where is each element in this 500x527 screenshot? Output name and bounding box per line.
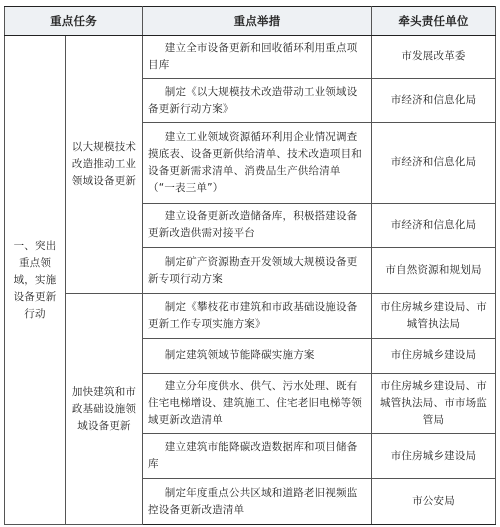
measure-text: 制定《攀枝花市建筑和市政基础设施设备更新工作专项实施方案》 <box>148 300 358 330</box>
unit-cell: 市经济和信息化局 <box>372 123 496 203</box>
sub-task-cell: 以大规模技术改造推动工业领域设备更新 <box>66 36 143 294</box>
sub-task-cell: 加快建筑和市政基础设施领域设备更新 <box>66 294 143 525</box>
measure-cell <box>143 78 372 123</box>
unit-cell: 市公安局 <box>372 479 496 525</box>
measure-text: 制定《以大规模技术改造带动工业领域设备更新行动方案》 <box>148 85 358 115</box>
measure-text: 建立分年度供水、供气、污水处理、既有住宅电梯增设、建筑施工、住宅老旧电梯等领域更新改造清单 <box>148 380 362 427</box>
header-unit: 牵头责任单位 <box>372 7 496 36</box>
measure-text: 建立设备更新改造储备库，积极搭建设备更新改造供需对接平台 <box>148 210 358 240</box>
header-measure: 重点举措 <box>143 7 372 36</box>
measure-cell <box>143 434 372 479</box>
measure-cell <box>143 338 372 373</box>
measure-cell <box>143 123 372 203</box>
measure-cell <box>143 374 372 434</box>
unit-cell: 市住房城乡建设局 <box>372 434 496 479</box>
category-cell: 一、突出重点领域，实施设备更新行动 <box>5 36 66 525</box>
measure-text: 建立建筑市能降碳改造数据库和项目储备库 <box>148 441 358 471</box>
measure-text: 制定矿产资源勘查开发领域大规模设备更新专项行动方案 <box>148 255 358 285</box>
measure-cell <box>143 36 372 79</box>
table-header-row <box>5 7 496 36</box>
table-row <box>5 36 496 79</box>
measure-cell <box>143 248 372 294</box>
table-row <box>5 294 496 339</box>
measure-text: 制定年度重点公共区域和道路老旧视频监控设备更新改造清单 <box>148 486 358 516</box>
unit-cell: 市住房城乡建设局 <box>372 338 496 373</box>
measure-text: 建立全市设备更新和回收循环利用重点项目库 <box>148 41 358 71</box>
unit-cell: 市住房城乡建设局、市城管执法局 <box>372 294 496 339</box>
unit-cell: 市自然资源和规划局 <box>372 248 496 294</box>
unit-cell: 市发展改革委 <box>372 36 496 79</box>
measure-cell <box>143 294 372 339</box>
measure-text: 制定建筑领域节能降碳实施方案 <box>164 349 315 362</box>
measure-cell <box>143 479 372 525</box>
header-task: 重点任务 <box>5 7 143 36</box>
measure-text: 建立工业领域资源循环利用企业情况调查摸底表、设备更新供给清单、技术改造项目和设备更新需求清单、消费品生产供给清单（“一表三单”） <box>148 130 362 194</box>
task-table <box>4 6 496 525</box>
unit-cell: 市住房城乡建设局、市城管执法局、市市场监管局 <box>372 374 496 434</box>
unit-cell: 市经济和信息化局 <box>372 78 496 123</box>
measure-cell <box>143 203 372 248</box>
unit-cell: 市经济和信息化局 <box>372 203 496 248</box>
